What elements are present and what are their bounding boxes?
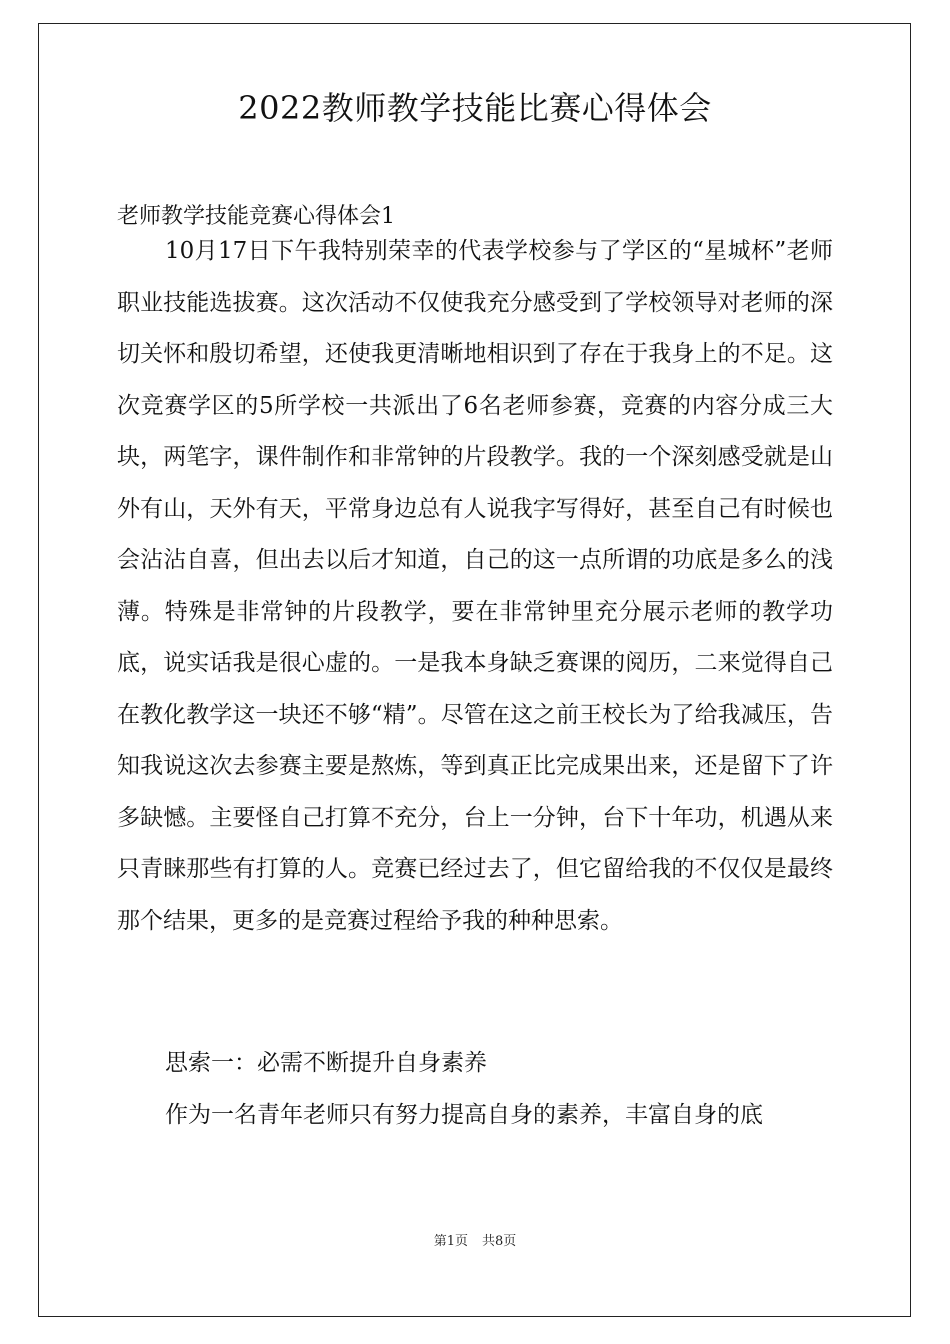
- section-heading-reflection-one: 思索一：必需不断提升自身素养: [165, 1050, 487, 1076]
- page-footer: [0, 1233, 950, 1251]
- body-paragraph: 10月17日下午我特别荣幸的代表学校参与了学区的“星城杯”老师职业技能选拔赛。这次活动不仅使我充分感受到了学校领导对老师的深切关怀和殷切希望，还使我更清晰地相识到了存在于我身上的不足。这次竞赛学区的5所学校一共派出了6名老师参赛，竞赛的内容分成三大块，两笔字，课件制作和非常钟的片段教学。我的一个深刻感受就是山外有山，天外有天，平常身边总有人说我字写得好，甚至自己有时候也会沾沾自喜，但出去以后才知道，自己的这一点所谓的功底是多么的浅薄。特殊是非常钟的片段教学，要在非常钟里充分展示老师的教学功底，说实话我是很心虚的。一是我本身缺乏赛课的阅历，二来觉得自己在教化教学这一块还不够“精”。尽管在这之前王校长为了给我减压，告知我说这次去参赛主要是熬炼，等到真正比完成果出来，还是留下了许多缺憾。主要怪自己打算不充分，台上一分钟，台下十年功，机遇从来只青睐那些有打算的人。竞赛已经过去了，但它留给我的不仅仅是最终那个结果，更多的是竞赛过程给予我的种种思索。: [117, 238, 833, 934]
- page-number-current: 第1页: [433, 1234, 468, 1249]
- document-title: 2022教师教学技能比赛心得体会: [238, 89, 712, 127]
- body-paragraph: 作为一名青年老师只有努力提高自身的素养，丰富自身的底: [165, 1102, 763, 1128]
- page-number-total: 共8页: [482, 1234, 517, 1249]
- section-subheading: 老师教学技能竞赛心得体会1: [117, 204, 395, 229]
